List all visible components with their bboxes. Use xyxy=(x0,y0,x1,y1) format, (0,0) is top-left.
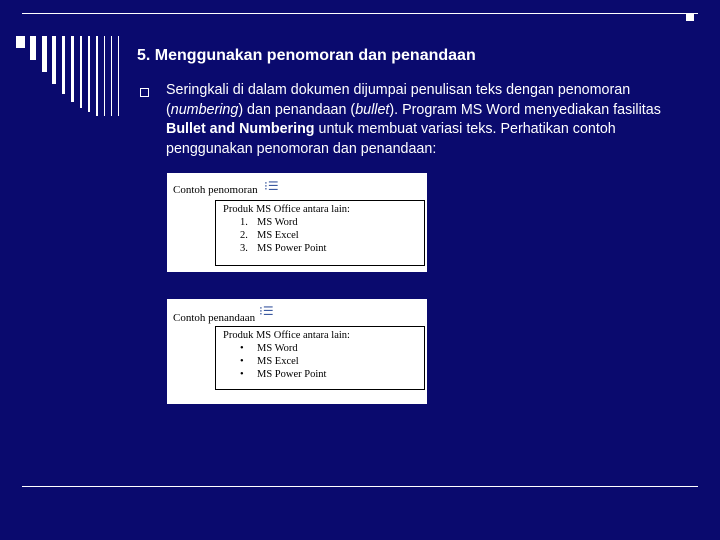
square-bullet-icon xyxy=(140,88,149,97)
list-item: 2. MS Excel xyxy=(240,230,299,241)
bullets-caption: Contoh penandaan xyxy=(173,312,256,324)
slide-title: 5. Menggunakan penomoran dan penandaan xyxy=(137,47,476,64)
body-paragraph: Seringkali di dalam dokumen dijumpai penulisan teks dengan penomoran (numbering) dan penandaan (bullet). Program MS Word menyediakan fasilitas Bullet and Numbering untuk membuat variasi teks. Perhatikan contoh penggunakan penomoran dan penandaan: xyxy=(166,82,661,157)
bullets-example-image xyxy=(167,299,427,404)
top-right-square xyxy=(686,13,694,21)
bullets-list-header: Produk MS Office antara lain: xyxy=(223,330,350,341)
numbering-caption: Contoh penomoran xyxy=(173,184,258,196)
bottom-rule xyxy=(22,486,698,487)
list-item: • MS Power Point xyxy=(240,369,327,380)
list-number: 3. xyxy=(240,243,248,254)
decorative-bars xyxy=(16,36,126,116)
list-item: • MS Word xyxy=(240,343,298,354)
bullet-dot-icon: • xyxy=(240,356,244,367)
list-item: • MS Excel xyxy=(240,356,299,367)
list-item: 1. MS Word xyxy=(240,217,298,228)
list-number: 1. xyxy=(240,217,248,228)
bulleted-list-icon: ⁝☰ xyxy=(259,304,274,318)
numbering-list-box xyxy=(215,200,425,266)
numbered-list-icon: ⁝☰ xyxy=(264,179,279,193)
top-rule xyxy=(22,13,698,14)
list-item: 3. MS Power Point xyxy=(240,243,327,254)
list-number: 2. xyxy=(240,230,248,241)
bullets-list-box xyxy=(215,326,425,390)
numbering-example-image xyxy=(167,173,427,272)
bullet-dot-icon: • xyxy=(240,369,244,380)
numbering-list-header: Produk MS Office antara lain: xyxy=(223,204,350,215)
bullet-dot-icon: • xyxy=(240,343,244,354)
